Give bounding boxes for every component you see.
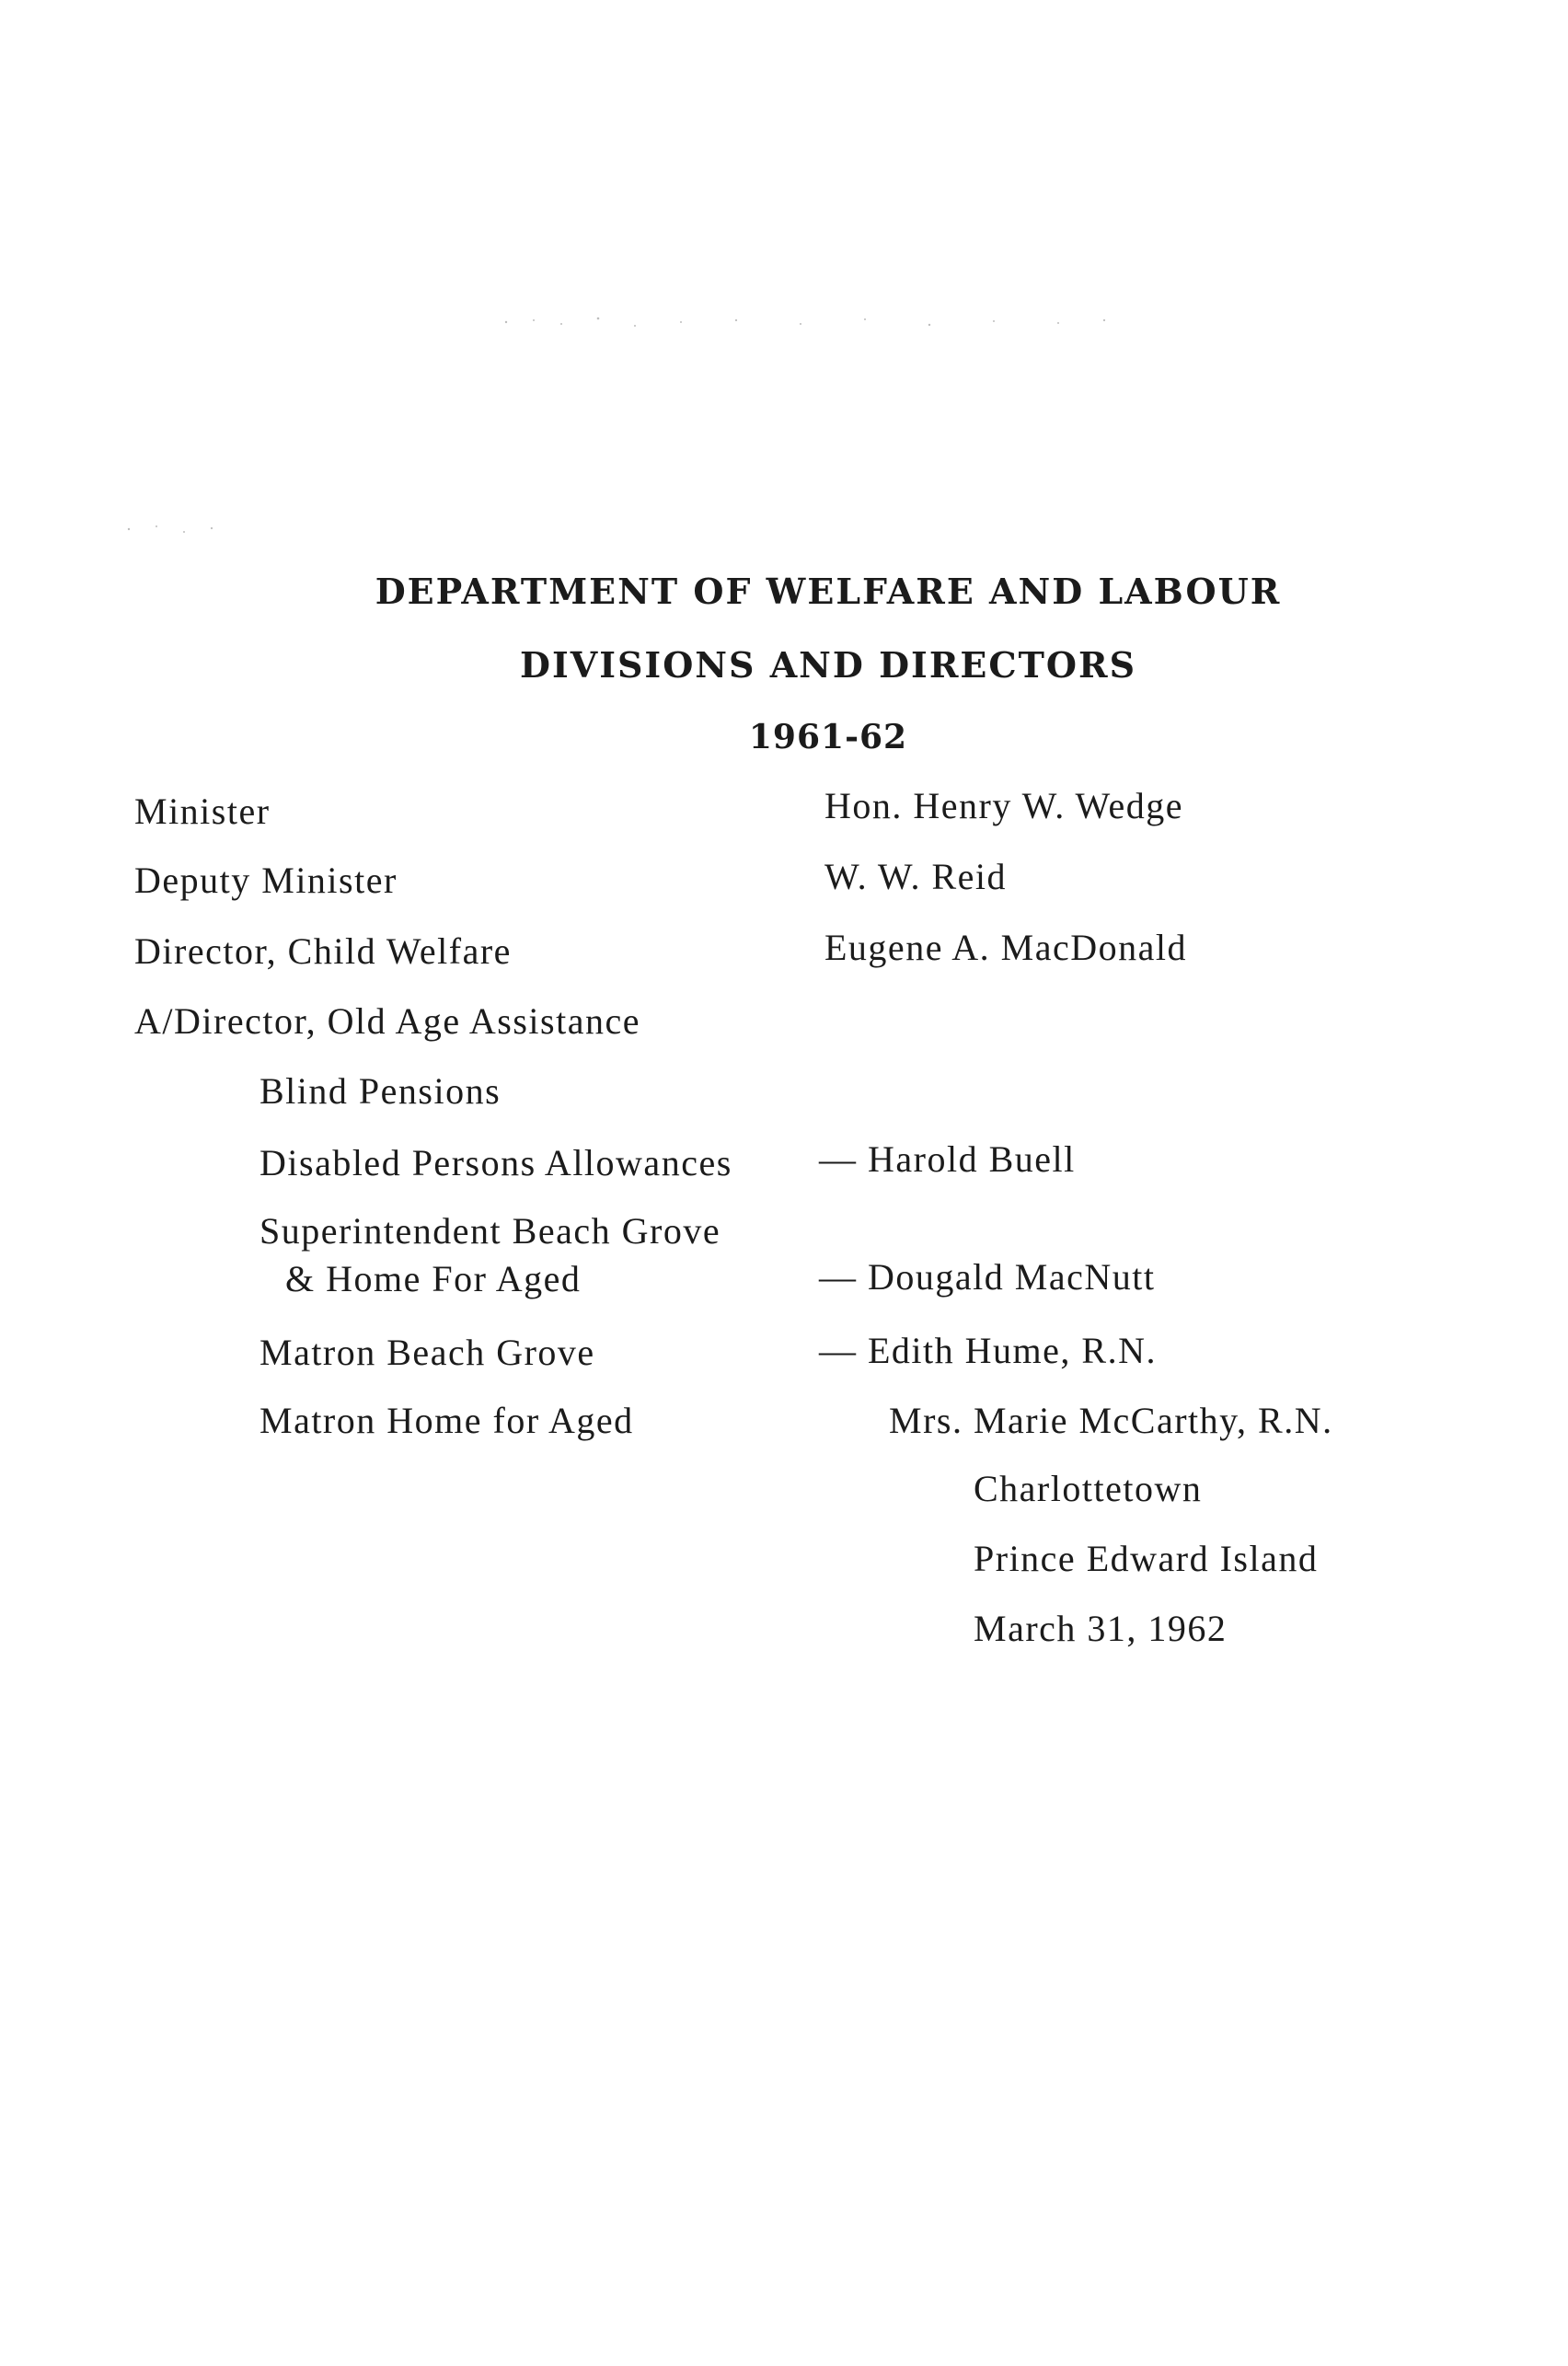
footer-city: Charlottetown — [974, 1468, 1203, 1509]
name-matron-beach-grove: — Edith Hume, R.N. — [819, 1330, 1157, 1371]
scan-specks — [120, 515, 230, 543]
role-minister: Minister — [134, 791, 271, 832]
year-heading: 1961-62 — [748, 718, 908, 756]
role-old-age-assistance: A/Director, Old Age Assistance — [134, 1000, 640, 1042]
role-blind-pensions: Blind Pensions — [259, 1070, 502, 1112]
role-matron-beach-grove: Matron Beach Grove — [259, 1332, 595, 1373]
role-superintendent-line2: & Home For Aged — [285, 1258, 582, 1299]
divisions-heading: DIVISIONS AND DIRECTORS — [519, 644, 1137, 686]
name-matron-home-for-aged: Mrs. Marie McCarthy, R.N. — [889, 1400, 1333, 1441]
name-superintendent: — Dougald MacNutt — [819, 1256, 1156, 1298]
role-matron-home-for-aged: Matron Home for Aged — [259, 1400, 634, 1441]
name-disabled-persons-allowances: — Harold Buell — [819, 1138, 1076, 1180]
role-director-child-welfare: Director, Child Welfare — [134, 930, 512, 972]
role-deputy-minister: Deputy Minister — [134, 860, 398, 901]
name-minister: Hon. Henry W. Wedge — [824, 785, 1184, 826]
footer-province: Prince Edward Island — [974, 1538, 1319, 1579]
scan-specks — [497, 304, 1123, 340]
footer-date: March 31, 1962 — [974, 1608, 1228, 1649]
name-deputy-minister: W. W. Reid — [824, 856, 1007, 897]
name-director-child-welfare: Eugene A. MacDonald — [824, 927, 1187, 968]
department-heading: DEPARTMENT OF WELFARE AND LABOUR — [375, 571, 1282, 612]
role-superintendent-line1: Superintendent Beach Grove — [259, 1210, 721, 1252]
role-disabled-persons-allowances: Disabled Persons Allowances — [259, 1142, 732, 1183]
